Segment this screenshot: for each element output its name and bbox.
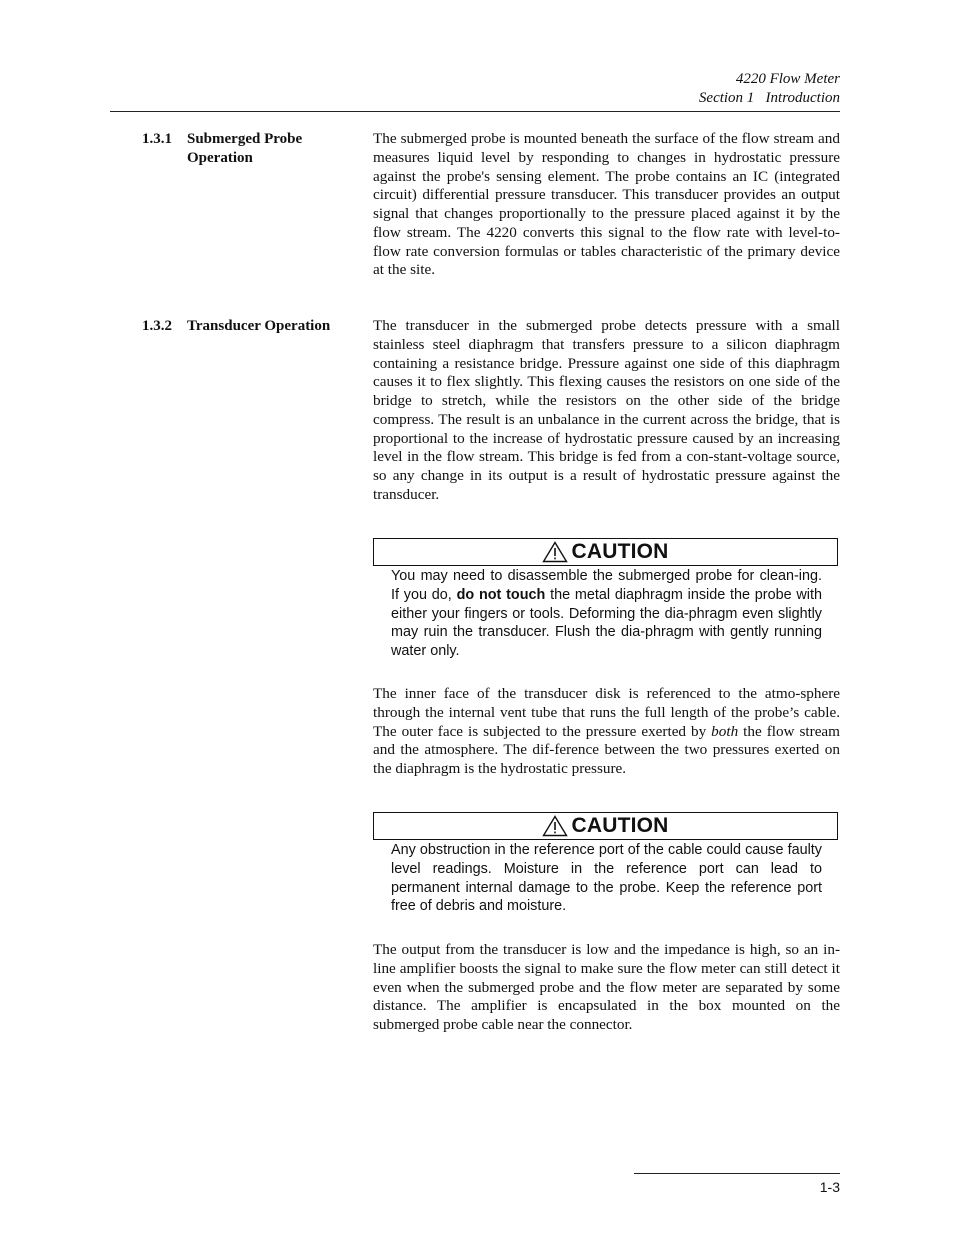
caution-text-part: You may need to disassemble the submerged probe for clean-ing. If you do,: [391, 568, 822, 603]
caution-emphasis: do not touch: [456, 586, 546, 603]
section-body-1-3-1: The submerged probe is mounted beneath the surface of the flow stream and measures liquid level by responding to changes in hydrostatic pressure against the probe's sensing element. The probe contains an IC (integrated circuit) differential pressure transducer. This transducer provides an output signal that changes proportionally to the pressure placed against it by the flow stream. The 4220 converts this signal to the flow rate with level-to-flow rate conversion formulas or tables characteristic of the primary device at the site.: [373, 130, 840, 279]
caution-text-part: the metal diaphragm inside the probe with either your fingers or tools. Deforming the dia-phragm even slightly may ruin the transducer. Flush the dia-phragm with gently running water only.: [391, 586, 822, 659]
section-title-line: Submerged Probe: [187, 131, 303, 147]
caution-label: CAUTION: [571, 540, 669, 563]
running-header: [699, 70, 840, 108]
paragraph-text-part: the flow stream and the atmosphere. The dif-ference between the two pressures exerted on the diaphragm is the hydrostatic pressure.: [373, 722, 840, 777]
section-title-1-3-1: [187, 130, 302, 168]
warning-triangle-icon: [542, 815, 568, 837]
section-title-line: Operation: [187, 150, 253, 166]
caution-box-2: [373, 812, 838, 840]
paragraph-amplifier: The output from the transducer is low and the impedance is high, so an in-line amplifier boosts the signal to make sure the flow meter can still detect it even when the submerged probe and the flow meter are separated by some distance. The amplifier is encapsulated in the box mounted on the submerged probe cable near the connector.: [373, 941, 840, 1033]
section-title-1-3-2: Transducer Operation: [187, 318, 331, 334]
paragraph-text-part: The inner face of the transducer disk is referenced to the atmo-sphere through the internal vent tube that runs the full length of the probe’s cable. The outer face is subjected to the pressure exerted by: [373, 685, 840, 740]
warning-triangle-icon: [542, 541, 568, 563]
page-number: 1-3: [819, 1179, 840, 1195]
footer-rule: [634, 1173, 840, 1174]
caution-text-2: Any obstruction in the reference port of the cable could cause faulty level readings. Moisture in the reference port can lead to permanent internal damage to the probe. Keep the reference port free of debris and moisture.: [391, 842, 822, 915]
section-body-1-3-2: The transducer in the submerged probe detects pressure with a small stainless steel diaphragm that transfers pressure to a silicon diaphragm containing a resistance bridge. Pressure against one side of this diaphragm causes it to flex slightly. This flexing causes the resistors on one side of the bridge to stretch, while the resistors on the other side of the bridge compress. The result is an unbalance in the current across the bridge, that is proportional to the increase of hydrostatic pressure caused by an increasing level in the flow stream. This bridge is fed from a con-stant-voltage source, so any change in its output is a result of hydrostatic pressure against the transducer.: [373, 317, 840, 503]
section-number-1-3-2: 1.3.2: [142, 318, 172, 334]
paragraph-reference-pressure: [373, 685, 840, 779]
caution-label: CAUTION: [571, 814, 669, 837]
caution-box-1: [373, 538, 838, 566]
paragraph-emphasis: both: [711, 722, 739, 740]
header-section: Section 1 Introduction: [698, 90, 840, 106]
section-number-1-3-1: 1.3.1: [142, 131, 172, 147]
header-rule: [110, 111, 840, 112]
header-title: 4220 Flow Meter: [735, 71, 840, 87]
caution-text-1: [391, 567, 822, 661]
